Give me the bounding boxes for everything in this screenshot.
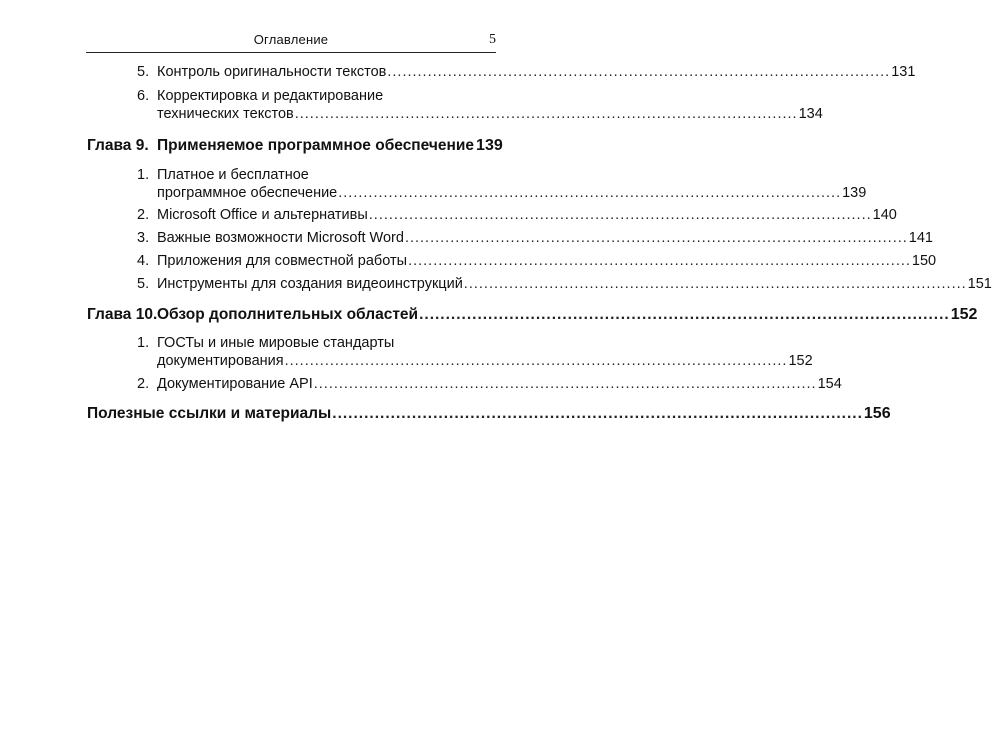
toc-item[interactable] [157,106,823,126]
chapter-title: Применяемое программное обеспечение [157,137,475,154]
dot-leader: .................................................................................................... [294,106,798,122]
toc-page-number: 151 [967,276,992,292]
toc-page-number: 141 [908,230,933,246]
toc-chapter[interactable] [87,405,891,425]
toc-page-number: 134 [798,106,823,122]
toc-item-text: Важные возможности Microsoft Word [157,230,404,246]
toc-item[interactable] [157,253,937,273]
toc-item-text: Контроль оригинальности текстов [157,64,387,80]
chapter-title: Обзор дополнительных областей [157,306,419,323]
dot-leader: .................................................................................................... [419,306,950,323]
toc-page-number: 156 [863,405,891,422]
toc-item-text: Корректировка и редактирование [157,88,384,104]
toc-item-number: 3. [137,230,150,246]
dot-leader: .................................................................................................... [387,64,891,80]
toc-item[interactable] [157,353,813,373]
toc-item-number: 2. [137,207,150,223]
toc-item[interactable] [157,230,933,250]
toc-page-number: 139 [476,137,503,154]
toc-item[interactable] [157,207,897,227]
toc-item[interactable] [157,64,916,84]
header-page-number: 5 [489,32,496,47]
toc-item-number: 1. [137,335,150,351]
toc-chapter[interactable] [157,137,503,157]
toc-page-number: 140 [872,207,897,223]
toc-item-number: 6. [137,88,150,104]
dot-leader: .................................................................................................... [463,276,967,292]
toc-item-text: Приложения для совместной работы [157,253,408,269]
toc-item[interactable] [157,276,992,296]
running-header [86,30,496,53]
toc-item-text: Платное и бесплатное [157,167,309,183]
toc-item-number: 5. [137,64,150,80]
chapter-title: Полезные ссылки и материалы [87,405,332,422]
dot-leader: .................................................................................................... [338,185,842,201]
toc-item-number: 1. [137,167,150,183]
toc-item-text: Документирование API [157,376,313,392]
toc-page-number: 154 [817,376,842,392]
toc-item[interactable] [157,185,867,205]
toc-item-number: 2. [137,376,150,392]
dot-leader: .................................................................................................... [408,253,911,269]
chapter-label: Глава 9. [87,137,149,154]
header-title: Оглавление [253,32,329,47]
toc-page-number: 131 [891,64,916,80]
dot-leader: .................................................................................................... [313,376,817,392]
toc-page-number: 139 [842,185,867,201]
toc-item-text-cont: программное обеспечение [157,185,338,201]
dot-leader: .................................................................................................... [404,230,908,246]
toc-page-number: 152 [950,306,978,323]
toc-item[interactable] [157,376,842,396]
toc-item-number: 4. [137,253,150,269]
toc-item-text-cont: технических текстов [157,106,294,122]
toc-item-number: 5. [137,276,150,292]
toc-page-number: 150 [911,253,937,269]
toc-item-text-cont: документирования [157,353,284,369]
dot-leader: .................................................................................................... [284,353,788,369]
toc-item-text: Microsoft Office и альтернативы [157,207,368,223]
toc-chapter[interactable] [157,306,978,326]
toc-item-text: Инструменты для создания видеоинструкций [157,276,463,292]
toc-item-text: ГОСТы и иные мировые стандарты [157,335,395,351]
dot-leader: .................................................................................................... [368,207,872,223]
toc-page-number: 152 [788,353,813,369]
chapter-label: Глава 10. [87,306,158,323]
dot-leader: .................................................................................................... [332,405,863,422]
